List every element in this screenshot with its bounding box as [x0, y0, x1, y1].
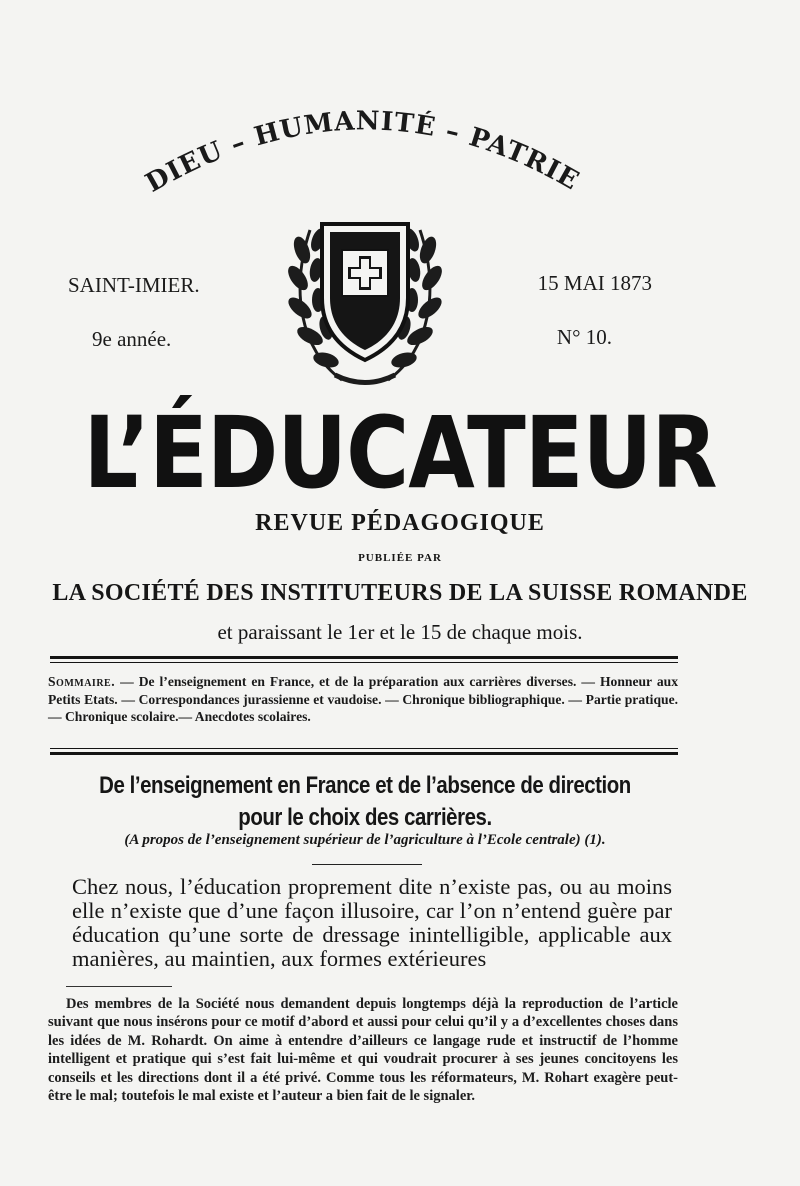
article-title-line: pour le choix des carrières. [238, 804, 492, 831]
divider-rule [50, 662, 678, 663]
article-title-line: De l’enseignement en France et de l’absence de direction [99, 772, 631, 799]
publication-frequency: et paraissant le 1er et le 15 de chaque mois. [217, 620, 583, 644]
volume-year: 9e année. [92, 327, 172, 351]
journal-title: L’ÉDUCATEUR [83, 396, 717, 511]
summary-label: Sommaire. [48, 674, 116, 689]
issue-number: N° 10. [556, 325, 612, 349]
divider-rule [50, 748, 678, 749]
footnote: Des membres de la Société nous demandent depuis longtemps déjà la reproduction de l’article suivant que nous insérons pour ce motif d’abord et aussi pour celui qu’il y a d’excellentes choses dans les idées de M. Rohardt. On aime à entendre d’ailleurs ce langage rude et instructif de l’homme intelligent et pratique qui s’est fait lui-même et qui voudrait procurer à ses jeunes concitoyens les conseils et les directions dont il a été privé. Comme tous les réformateurs, M. Rohart exagère peut-être le mal; toutefois le mal existe et l’auteur a bien fait de le signaler. [48, 996, 678, 1105]
swiss-shield-icon [280, 210, 450, 390]
summary-block [48, 673, 678, 726]
journal-subtitle: REVUE PÉDAGOGIQUE [255, 510, 545, 536]
article-body: Chez nous, l’éducation proprement dite n’existe pas, ou au moins elle n’existe que d’une façon illusoire, car l’on n’entend guère par éducation qu’une sorte de dressage inintelligible, applicable aux manières, au maintien, aux formes extérieures [72, 874, 672, 971]
article-note: (A propos de l’enseignement supérieur de l’agriculture à l’Ecole centrale) (1). [124, 832, 606, 848]
motto-textpath: DIEU – HUMANITÉ – PATRIE [140, 106, 585, 199]
summary-text: — De l’enseignement en France, et de la préparation aux carrières diverses. — Honneur aux Petits Etats. — Correspondances jurassienne et vaudoise. — Chronique bibliographique. — Partie pratique. — Chronique scolaire.— Anecdotes scolaires. [48, 674, 678, 724]
published-by-label: PUBLIÉE PAR [358, 552, 442, 564]
motto-text [141, 106, 585, 198]
society-name: LA SOCIÉTÉ DES INSTITUTEURS DE LA SUISSE ROMANDE [52, 580, 748, 606]
place-label: SAINT-IMIER. [68, 273, 200, 297]
short-rule [312, 864, 422, 865]
divider-rule [50, 752, 678, 755]
motto-arc [0, 0, 800, 230]
article-title [55, 770, 676, 834]
footnote-rule [66, 986, 172, 987]
issue-date: 15 MAI 1873 [537, 271, 652, 295]
divider-rule [50, 656, 678, 659]
